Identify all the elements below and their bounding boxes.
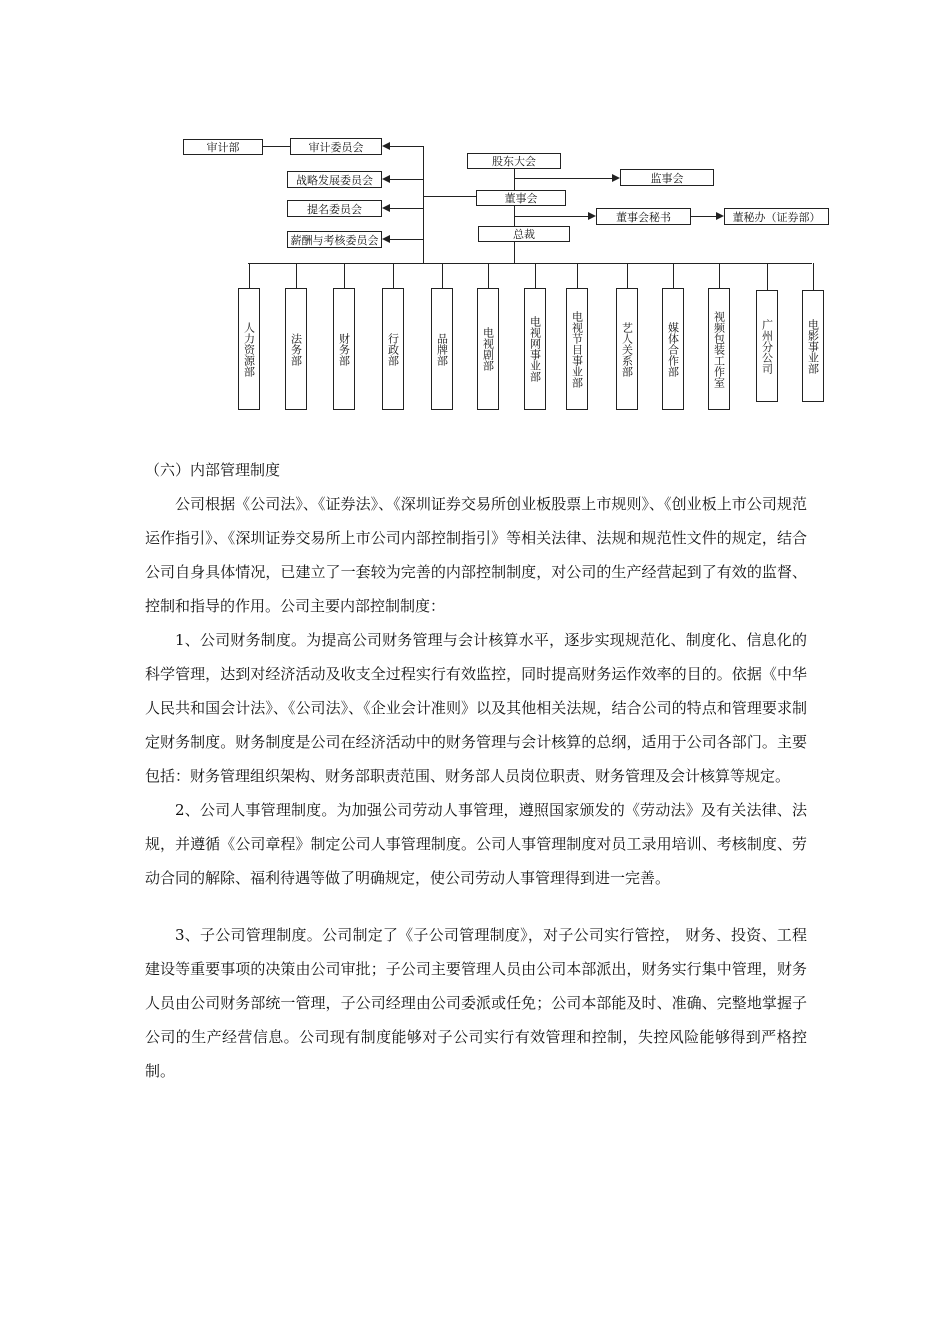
ceo-box: 总裁 — [478, 226, 570, 242]
connector — [514, 169, 515, 190]
connector — [813, 263, 814, 290]
connector — [488, 263, 489, 288]
connector — [249, 263, 250, 288]
secretary-office-box: 董秘办（证券部） — [724, 208, 829, 225]
department-box: 品牌部 — [431, 288, 453, 410]
department-box: 艺人关系部 — [616, 288, 638, 410]
connector — [514, 216, 590, 217]
department-box: 人力资源部 — [238, 288, 260, 410]
department-box: 财务部 — [333, 288, 355, 410]
connector — [390, 146, 423, 147]
connector — [673, 263, 674, 288]
department-box: 法务部 — [285, 288, 307, 410]
connector — [296, 263, 297, 288]
arrow-right-icon — [716, 212, 724, 220]
strategy-committee-box: 战略发展委员会 — [287, 171, 382, 188]
connector — [514, 242, 515, 263]
connector — [442, 263, 443, 288]
connector — [390, 208, 423, 209]
shareholders-box: 股东大会 — [467, 153, 561, 169]
department-box: 广州分公司 — [756, 290, 778, 402]
department-box: 视频包装工作室 — [708, 288, 730, 410]
connector — [514, 178, 614, 179]
connector — [344, 263, 345, 288]
department-box: 电视网事业部 — [524, 288, 546, 410]
connector — [767, 263, 768, 290]
department-box: 电视节目事业部 — [566, 288, 588, 410]
connector — [390, 179, 423, 180]
compensation-committee-box: 薪酬与考核委员会 — [287, 231, 382, 248]
board-box: 董事会 — [476, 190, 566, 206]
connector — [719, 263, 720, 288]
arrow-left-icon — [382, 142, 390, 150]
connector — [691, 216, 716, 217]
audit-dept-box: 审计部 — [183, 139, 263, 155]
org-chart — [0, 0, 950, 440]
connector — [577, 263, 578, 288]
arrow-right-icon — [612, 174, 620, 182]
connector — [627, 263, 628, 288]
section-heading: （六）内部管理制度 — [145, 461, 281, 479]
department-box: 电影事业部 — [802, 290, 824, 402]
department-box: 行政部 — [382, 288, 404, 410]
intro-paragraph: 公司根据《公司法》、《证券法》、《深圳证券交易所创业板股票上市规则》、《创业板上市公司规范运作指引》、《深圳证券交易所上市公司内部控制指引》等相关法律、法规和规范性文件的规定，结合公司自身具体情况，已建立了一套较为完善的内部控制制度，对公司的生产经营起到了有效的监督、控制和指导的作用。公司主要内部控制制度： — [145, 495, 807, 615]
connector — [423, 146, 424, 263]
connector — [535, 263, 536, 288]
arrow-right-icon — [588, 212, 596, 220]
connector — [263, 146, 290, 147]
arrow-left-icon — [382, 235, 390, 243]
audit-committee-box: 审计委员会 — [290, 138, 382, 155]
section-body — [145, 487, 807, 1088]
hr-policy-paragraph: 2、公司人事管理制度。为加强公司劳动人事管理，遵照国家颁发的《劳动法》及有关法律、法规，并遵循《公司章程》制定公司人事管理制度。公司人事管理制度对员工录用培训、考核制度、劳动合同的解除、福利待遇等做了明确规定，使公司劳动人事管理得到进一完善。 — [145, 801, 807, 887]
department-box: 媒体合作部 — [662, 288, 684, 410]
connector — [393, 263, 394, 288]
board-secretary-box: 董事会秘书 — [596, 208, 691, 225]
connector — [423, 196, 476, 197]
connector — [248, 263, 812, 264]
nomination-committee-box: 提名委员会 — [287, 200, 382, 217]
connector — [390, 239, 423, 240]
arrow-left-icon — [382, 204, 390, 212]
finance-policy-paragraph: 1、公司财务制度。为提高公司财务管理与会计核算水平，逐步实现规范化、制度化、信息化的科学管理，达到对经济活动及收支全过程实行有效监控，同时提高财务运作效率的目的。依据《中华人民共和国会计法》、《公司法》、《企业会计准则》以及其他相关法规，结合公司的特点和管理要求制定财务制度。财务制度是公司在经济活动中的财务管理与会计核算的总纲，适用于公司各部门。主要包括：财务管理组织架构、财务部职责范围、财务部人员岗位职责、财务管理及会计核算等规定。 — [145, 631, 807, 785]
department-box: 电视剧部 — [477, 288, 499, 410]
supervisors-box: 监事会 — [620, 169, 714, 186]
subsidiary-policy-paragraph: 3、子公司管理制度。公司制定了《子公司管理制度》，对子公司实行管控， 财务、投资、工程建设等重要事项的决策由公司审批；子公司主要管理人员由公司本部派出，财务实行集中管理，财务人员由公司财务部统一管理，子公司经理由公司委派或任免；公司本部能及时、准确、完整地掌握子公司的生产经营信息。公司现有制度能够对子公司实行有效管理和控制，失控风险能够得到严格控制。 — [145, 926, 807, 1080]
arrow-left-icon — [382, 175, 390, 183]
